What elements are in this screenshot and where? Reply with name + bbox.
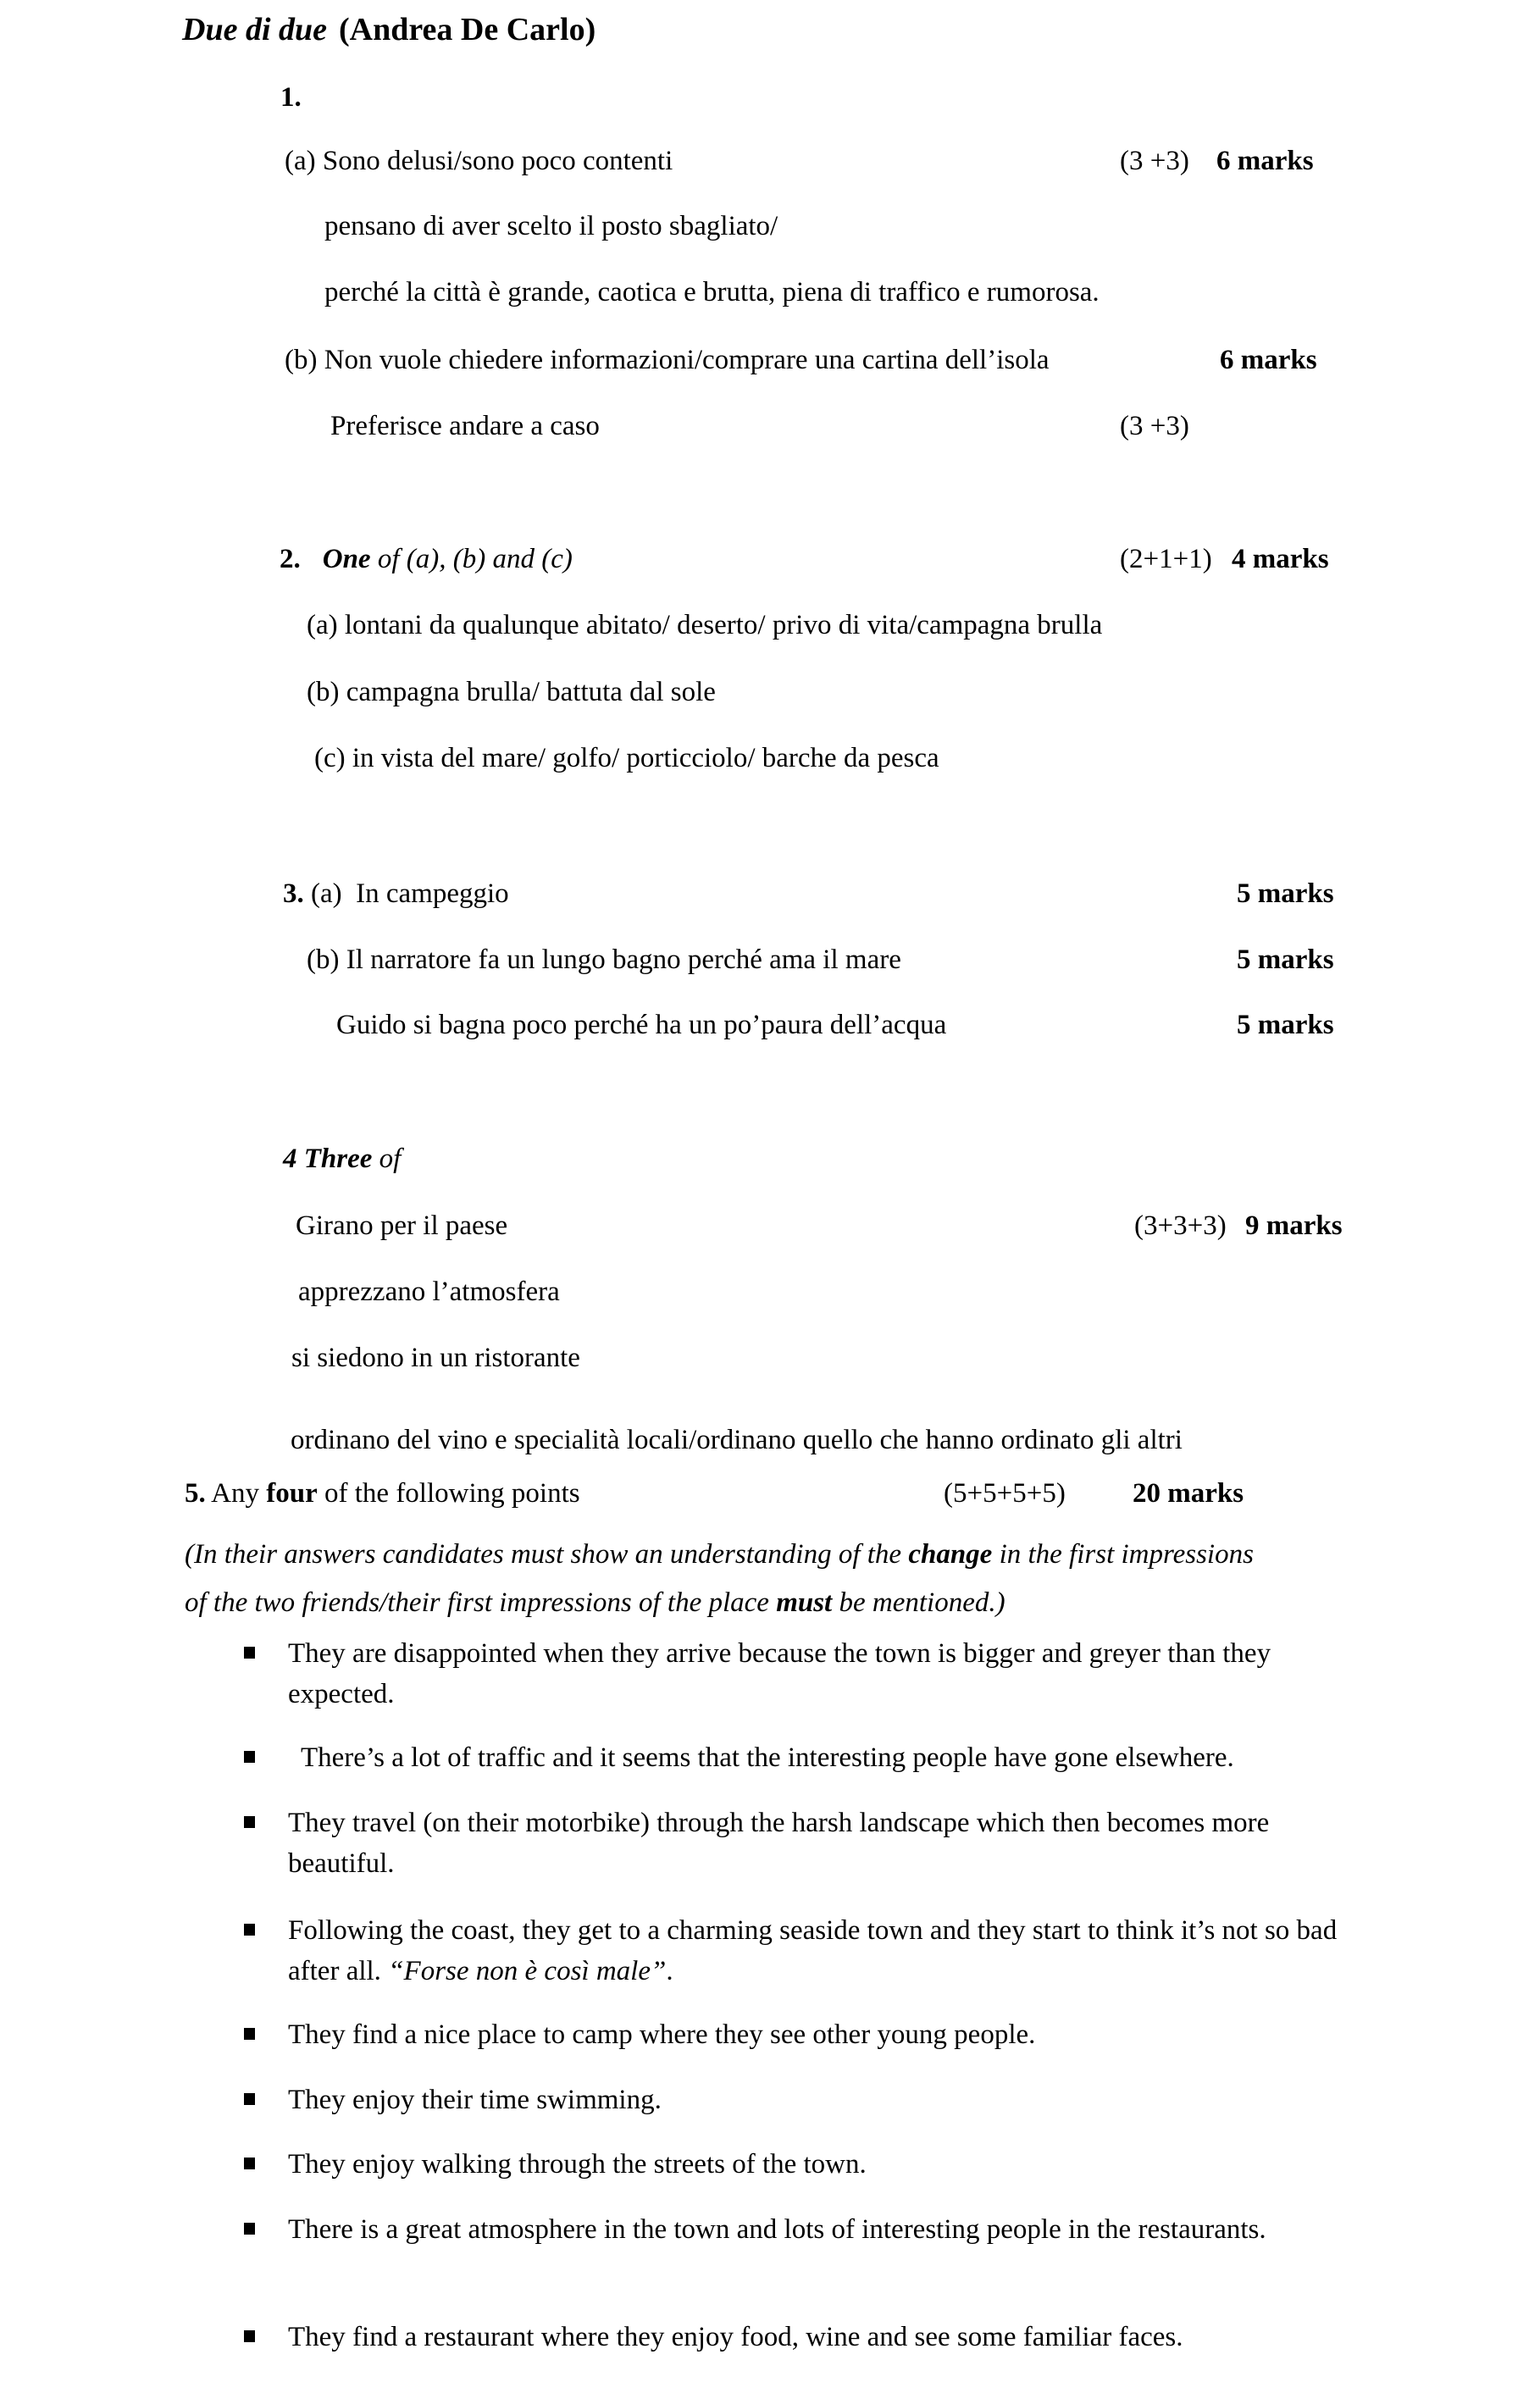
q1a-line3: perché la città è grande, caotica e brutta, piena di traffico e rumorosa.: [324, 277, 1100, 307]
bullet-text: They find a nice place to camp where they see other young people.: [288, 2019, 1036, 2050]
q5-marks: 20 marks: [1133, 1478, 1244, 1509]
q1a-marks: 6 marks: [1216, 146, 1314, 176]
q1a-line2: pensano di aver scelto il posto sbagliato/: [324, 211, 778, 241]
bullet-text: They are disappointed when they arrive because the town is bigger and greyer than they expected.: [288, 1638, 1271, 1709]
q1b-line2: Preferisce andare a caso: [330, 411, 600, 441]
bullet-square-icon: [244, 2330, 255, 2342]
q3a-line: [283, 875, 509, 912]
note-mid: in the first impressions of the two friends/their first impressions of the place: [185, 1539, 1254, 1618]
bullet-square-icon: [244, 1751, 255, 1763]
bullet-text: [288, 1910, 1347, 1991]
q5-heading-post: of the following points: [317, 1478, 580, 1509]
title-author: (Andrea De Carlo): [339, 12, 596, 47]
bullet-square-icon: [244, 1647, 255, 1659]
bullet-text: They enjoy walking through the streets of the town.: [288, 2149, 867, 2180]
note-pre: (In their answers candidates must show an understanding of the: [185, 1539, 909, 1570]
bullet-item: [244, 2209, 1362, 2250]
q4-paren: (3+3+3): [1134, 1210, 1227, 1241]
q1a-line: (a) Sono delusi/sono poco contenti: [285, 146, 673, 176]
q3b-line: (b) Il narratore fa un lungo bagno perché ama il mare: [307, 944, 901, 975]
bullet-square-icon: [244, 1924, 255, 1936]
q2-marks: 4 marks: [1232, 544, 1329, 574]
q4-heading-number: 4 Three: [283, 1144, 373, 1174]
bullet-item: [244, 2080, 1362, 2120]
note-change: change: [908, 1539, 993, 1570]
bullet-text-pre: Following the coast, they get to a charming seaside town and they start to think it’s not so bad after all.: [288, 1915, 1338, 1986]
q2-heading-rest: of (a), (b) and (c): [370, 544, 573, 574]
q2-paren: (2+1+1): [1120, 544, 1212, 574]
q5-paren: (5+5+5+5): [944, 1478, 1066, 1509]
q3c-line: Guido si bagna poco perché ha un po’paura dell’acqua: [336, 1010, 947, 1040]
q2b-line: (b) campagna brulla/ battuta dal sole: [307, 677, 716, 707]
q5-heading: [185, 1475, 580, 1512]
q5-number: 5.: [185, 1478, 206, 1509]
examiner-note: [185, 1531, 1260, 1627]
note-must: must: [776, 1587, 833, 1618]
bullet-item: [244, 2144, 1362, 2185]
q1a-paren: (3 +3): [1120, 146, 1189, 176]
q3a-text: (a) In campeggio: [303, 878, 509, 909]
bullet-text: They enjoy their time swimming.: [288, 2085, 662, 2115]
q3a-marks: 5 marks: [1237, 878, 1334, 909]
q5-heading-pre: Any: [205, 1478, 267, 1509]
bullet-text: They travel (on their motorbike) through the harsh landscape which then becomes more beautiful.: [288, 1808, 1270, 1879]
q4-line3: si siedono in un ristorante: [291, 1343, 580, 1373]
bullet-item: [244, 2014, 1362, 2055]
bullet-square-icon: [244, 1816, 255, 1828]
bullet-text: There’s a lot of traffic and it seems that the interesting people have gone elsewhere.: [301, 1742, 1234, 1773]
bullet-square-icon: [244, 2093, 255, 2105]
q1b-marks: 6 marks: [1220, 345, 1317, 375]
title-work: Due di due: [182, 12, 327, 47]
q1-number: 1.: [280, 82, 302, 113]
bullet-item: [244, 1803, 1362, 1884]
q2-number: 2.: [280, 544, 301, 574]
bullet-item: [244, 1633, 1362, 1714]
q2a-line: (a) lontani da qualunque abitato/ deserto/ privo di vita/campagna brulla: [307, 610, 1103, 640]
bullet-item: [244, 1737, 1362, 1778]
q1b-paren: (3 +3): [1120, 411, 1189, 441]
bullet-item: [244, 2317, 1362, 2357]
bullet-text-post: .: [666, 1956, 673, 1986]
bullet-item: [244, 1910, 1362, 1991]
q1b-line: (b) Non vuole chiedere informazioni/comprare una cartina dell’isola: [285, 345, 1050, 375]
q4-heading-rest: of: [372, 1144, 402, 1174]
bullet-text: They find a restaurant where they enjoy food, wine and see some familiar faces.: [288, 2322, 1183, 2352]
q4-line4: ordinano del vino e specialità locali/ordinano quello che hanno ordinato gli altri: [291, 1425, 1183, 1455]
q4-line2: apprezzano l’atmosfera: [298, 1277, 560, 1307]
q4-line1: Girano per il paese: [296, 1210, 508, 1241]
q4-marks: 9 marks: [1245, 1210, 1343, 1241]
q2-heading: [280, 540, 573, 578]
q5-heading-four: four: [266, 1478, 318, 1509]
page-title: [182, 9, 596, 50]
q4-heading: [283, 1140, 401, 1177]
q3c-marks: 5 marks: [1237, 1010, 1334, 1040]
bullet-text-quote: “Forse non è così male”: [388, 1956, 667, 1986]
q3a-number: 3.: [283, 878, 304, 909]
note-post: be mentioned.): [832, 1587, 1005, 1618]
bullet-square-icon: [244, 2158, 255, 2169]
bullet-square-icon: [244, 2223, 255, 2235]
bullet-square-icon: [244, 2028, 255, 2040]
q2-heading-one: One: [322, 544, 371, 574]
q2c-line: (c) in vista del mare/ golfo/ porticciolo/ barche da pesca: [314, 743, 939, 773]
q3b-marks: 5 marks: [1237, 944, 1334, 975]
bullet-text: There is a great atmosphere in the town and lots of interesting people in the restaurants.: [288, 2214, 1266, 2245]
